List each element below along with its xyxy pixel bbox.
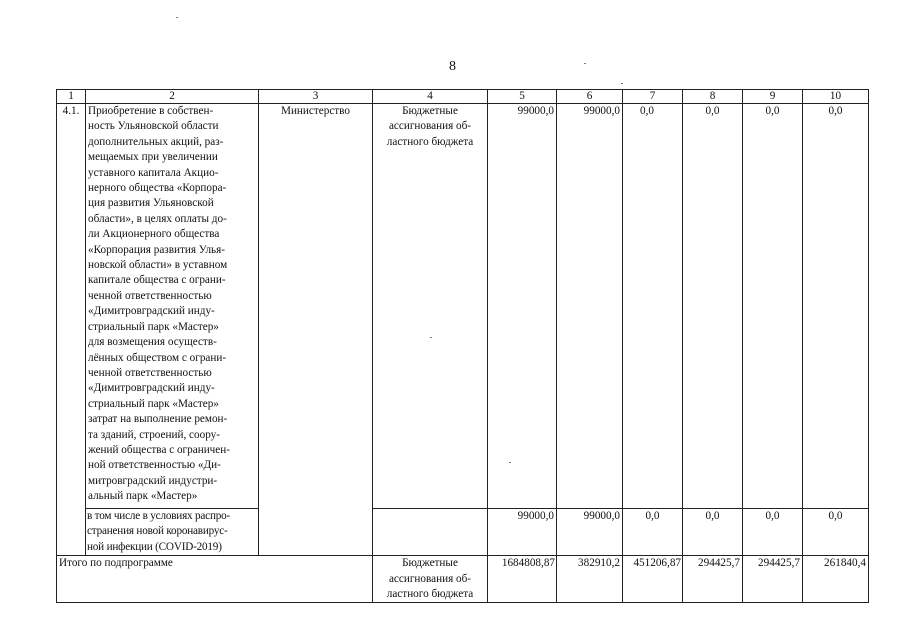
page-number: 8 bbox=[449, 59, 456, 74]
description-line: ли Акционерного общества bbox=[88, 228, 220, 241]
measure-description bbox=[86, 104, 259, 509]
description-line: «Корпорация развития Улья- bbox=[88, 243, 226, 256]
description-line: стриальный парк «Мастер» bbox=[88, 320, 219, 333]
value-cell: 0,0 bbox=[623, 104, 683, 509]
description-line: для возмещения осуществ- bbox=[88, 336, 217, 349]
value-cell: 0,0 bbox=[803, 104, 869, 509]
description-line: в том числе в условиях распро- bbox=[87, 510, 231, 522]
funding-source-line: Бюджетные bbox=[402, 105, 458, 117]
header-cell: 3 bbox=[259, 90, 373, 104]
description-line: дополнительных акций, раз- bbox=[88, 135, 224, 148]
value-cell: 0,0 bbox=[683, 509, 743, 556]
funding-source-line: ассигнования об- bbox=[388, 572, 472, 585]
header-cell: 4 bbox=[373, 90, 488, 104]
description-line: Приобретение в собствен- bbox=[88, 105, 214, 117]
value-cell: 99000,0 bbox=[488, 509, 557, 556]
value-cell: 99000,0 bbox=[557, 509, 623, 556]
description-line: странения новой коронавирус- bbox=[87, 525, 228, 538]
description-line: митровградский индустри- bbox=[88, 474, 218, 487]
value-cell: 1684808,87 bbox=[488, 556, 557, 603]
header-cell: 7 bbox=[623, 90, 683, 104]
responsible-executor: Министерство bbox=[259, 104, 373, 556]
funding-source bbox=[373, 556, 488, 603]
scan-speck bbox=[584, 63, 586, 64]
description-line: «Димитровградский инду- bbox=[88, 382, 215, 395]
description-line: жений общества с ограничен- bbox=[88, 443, 230, 456]
empty-cell bbox=[373, 509, 488, 556]
covid-description bbox=[86, 509, 259, 556]
description-line: ной ответственностью «Ди- bbox=[88, 459, 221, 472]
table-row-total bbox=[57, 556, 869, 603]
header-cell: 8 bbox=[683, 90, 743, 104]
description-line: затрат на выполнение ремон- bbox=[88, 413, 228, 426]
header-cell: 1 bbox=[57, 90, 86, 104]
value-cell: 451206,87 bbox=[623, 556, 683, 603]
header-row bbox=[57, 90, 869, 104]
value-cell: 0,0 bbox=[743, 104, 803, 509]
description-line: стриальный парк «Мастер» bbox=[88, 397, 219, 410]
total-label: Итого по подпрограмме bbox=[57, 556, 373, 603]
description-line: ция развития Ульяновской bbox=[88, 197, 214, 210]
value-cell: 382910,2 bbox=[557, 556, 623, 603]
description-line: нерного общества «Корпора- bbox=[88, 182, 227, 195]
description-line: ченной ответственностью bbox=[88, 289, 212, 302]
funding-source-line: ассигнования об- bbox=[388, 120, 472, 133]
description-line: «Димитровградский инду- bbox=[88, 305, 215, 318]
header-cell: 6 bbox=[557, 90, 623, 104]
description-line: мещаемых при увеличении bbox=[88, 151, 218, 164]
scan-speck bbox=[509, 462, 511, 463]
header-cell: 10 bbox=[803, 90, 869, 104]
value-cell: 261840,4 bbox=[803, 556, 869, 603]
description-line: альный парк «Мастер» bbox=[88, 490, 198, 503]
value-cell: 99000,0 bbox=[488, 104, 557, 509]
description-line: капитале общества с ограни- bbox=[88, 274, 226, 287]
value-cell: 294425,7 bbox=[743, 556, 803, 603]
row-number: 4.1. bbox=[57, 104, 86, 556]
description-line: уставного капитала Акцио- bbox=[88, 166, 219, 179]
description-line: ность Ульяновской области bbox=[88, 120, 219, 133]
funding-source-line: ластного бюджета bbox=[386, 588, 474, 601]
value-cell: 0,0 bbox=[743, 509, 803, 556]
value-cell: 99000,0 bbox=[557, 104, 623, 509]
description-line: та зданий, строений, соору- bbox=[88, 428, 220, 441]
header-cell: 9 bbox=[743, 90, 803, 104]
table-row-covid bbox=[57, 509, 869, 556]
value-cell: 0,0 bbox=[683, 104, 743, 509]
value-cell: 0,0 bbox=[803, 509, 869, 556]
funding-source-line: Бюджетные bbox=[402, 557, 458, 570]
table-row-4-1 bbox=[57, 104, 869, 509]
header-cell: 2 bbox=[86, 90, 259, 104]
scan-speck bbox=[621, 83, 623, 84]
funding-source-line: ластного бюджета bbox=[386, 135, 474, 148]
scan-speck bbox=[430, 337, 432, 338]
description-line: ченной ответственностью bbox=[88, 366, 212, 379]
description-line: лённых обществом с ограни- bbox=[88, 351, 227, 364]
description-line: ной инфекции (COVID-2019) bbox=[87, 540, 222, 553]
value-cell: 294425,7 bbox=[683, 556, 743, 603]
description-line: новской области» в уставном bbox=[88, 259, 228, 272]
description-line: области», в целях оплаты до- bbox=[88, 212, 227, 225]
scan-speck bbox=[176, 17, 178, 18]
budget-table bbox=[56, 89, 869, 603]
header-cell: 5 bbox=[488, 90, 557, 104]
value-cell: 0,0 bbox=[623, 509, 683, 556]
funding-source bbox=[373, 104, 488, 509]
